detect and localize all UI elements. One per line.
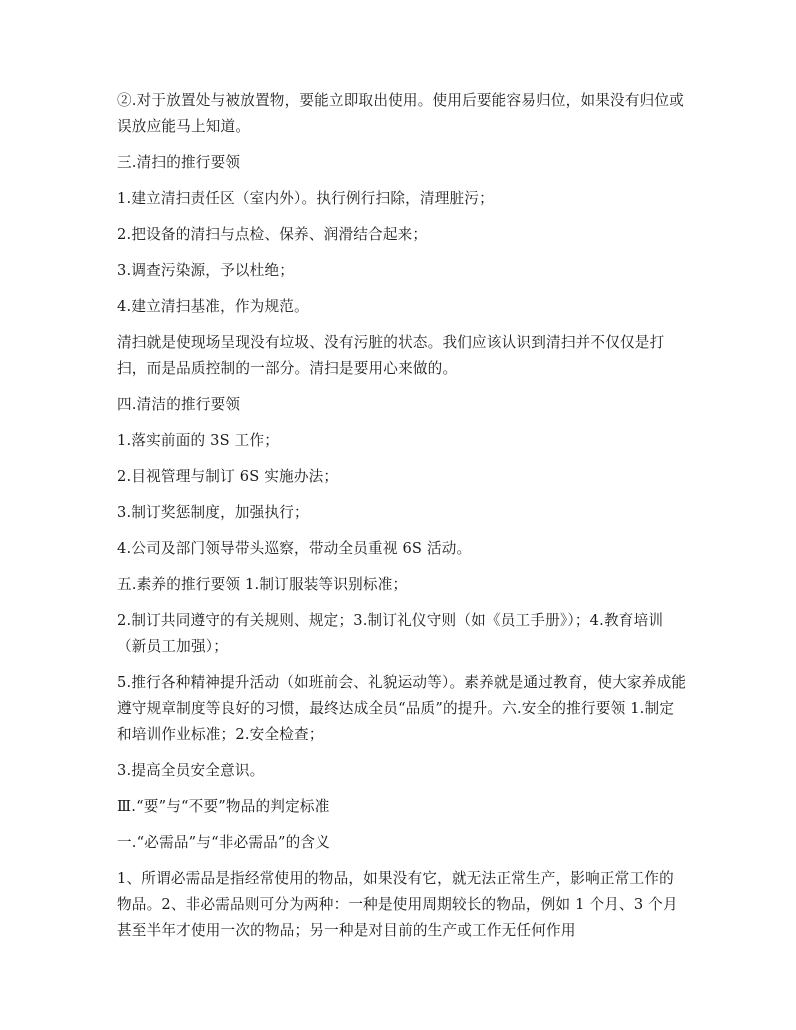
heading-discipline: 五.素养的推行要领 1.制订服装等识别标准； [117, 576, 408, 593]
paragraph-definitions: 1、所谓必需品是指经常使用的物品，如果没有它，就无法正常生产，影响正常工作的物品。2、非必需品则可分为两种：一种是使用周期较长的物品，例如 1 个月、3 个月甚至半年才使用一次的物品；另一种是对目前的生产或工作无任何作用 [117, 870, 678, 939]
list-item-cleaning-1: 1.建立清扫责任区（室内外）。执行例行扫除，清理脏污； [117, 190, 494, 207]
heading-criteria: Ⅲ.“要”与“不要”物品的判定标准 [117, 798, 330, 815]
heading-tidiness: 四.清洁的推行要领 [117, 396, 241, 413]
list-item-tidiness-3: 3.制订奖惩制度，加强执行； [117, 504, 309, 521]
paragraph-discipline-safety: 5.推行各种精神提升活动（如班前会、礼貌运动等）。素养就是通过教育，使大家养成能遵守规章制度等良好的习惯，最终达成全员“品质”的提升。六.安全的推行要领 1.制定和培训作业标准；2.安全检查； [117, 674, 687, 743]
subheading-definitions: 一.“必需品”与“非必需品”的含义 [117, 834, 331, 851]
list-item-tidiness-2: 2.目视管理与制订 6S 实施办法； [117, 468, 339, 485]
heading-cleaning: 三.清扫的推行要领 [117, 154, 241, 171]
list-item-cleaning-4: 4.建立清扫基准，作为规范。 [117, 298, 309, 315]
list-item-safety-3: 3.提高全员安全意识。 [117, 762, 265, 779]
list-item-discipline-2-4: 2.制订共同遵守的有关规则、规定；3.制订礼仪守则（如《员工手册》）；4.教育培训（新员工加强）； [117, 612, 664, 655]
list-item-tidiness-1: 1.落实前面的 3S 工作； [117, 432, 280, 449]
paragraph-cleaning-summary: 清扫就是使现场呈现没有垃圾、没有污脏的状态。我们应该认识到清扫并不仅仅是打扫，而是品质控制的一部分。清扫是要用心来做的。 [117, 334, 665, 377]
list-item-cleaning-3: 3.调查污染源，予以杜绝； [117, 262, 295, 279]
document-body [117, 88, 687, 954]
list-item-cleaning-2: 2.把设备的清扫与点检、保养、润滑结合起来； [117, 226, 428, 243]
paragraph-return-rule: ②.对于放置处与被放置物，要能立即取出使用。使用后要能容易归位，如果没有归位或误放应能马上知道。 [117, 92, 685, 135]
list-item-tidiness-4: 4.公司及部门领导带头巡察，带动全员重视 6S 活动。 [117, 540, 472, 557]
